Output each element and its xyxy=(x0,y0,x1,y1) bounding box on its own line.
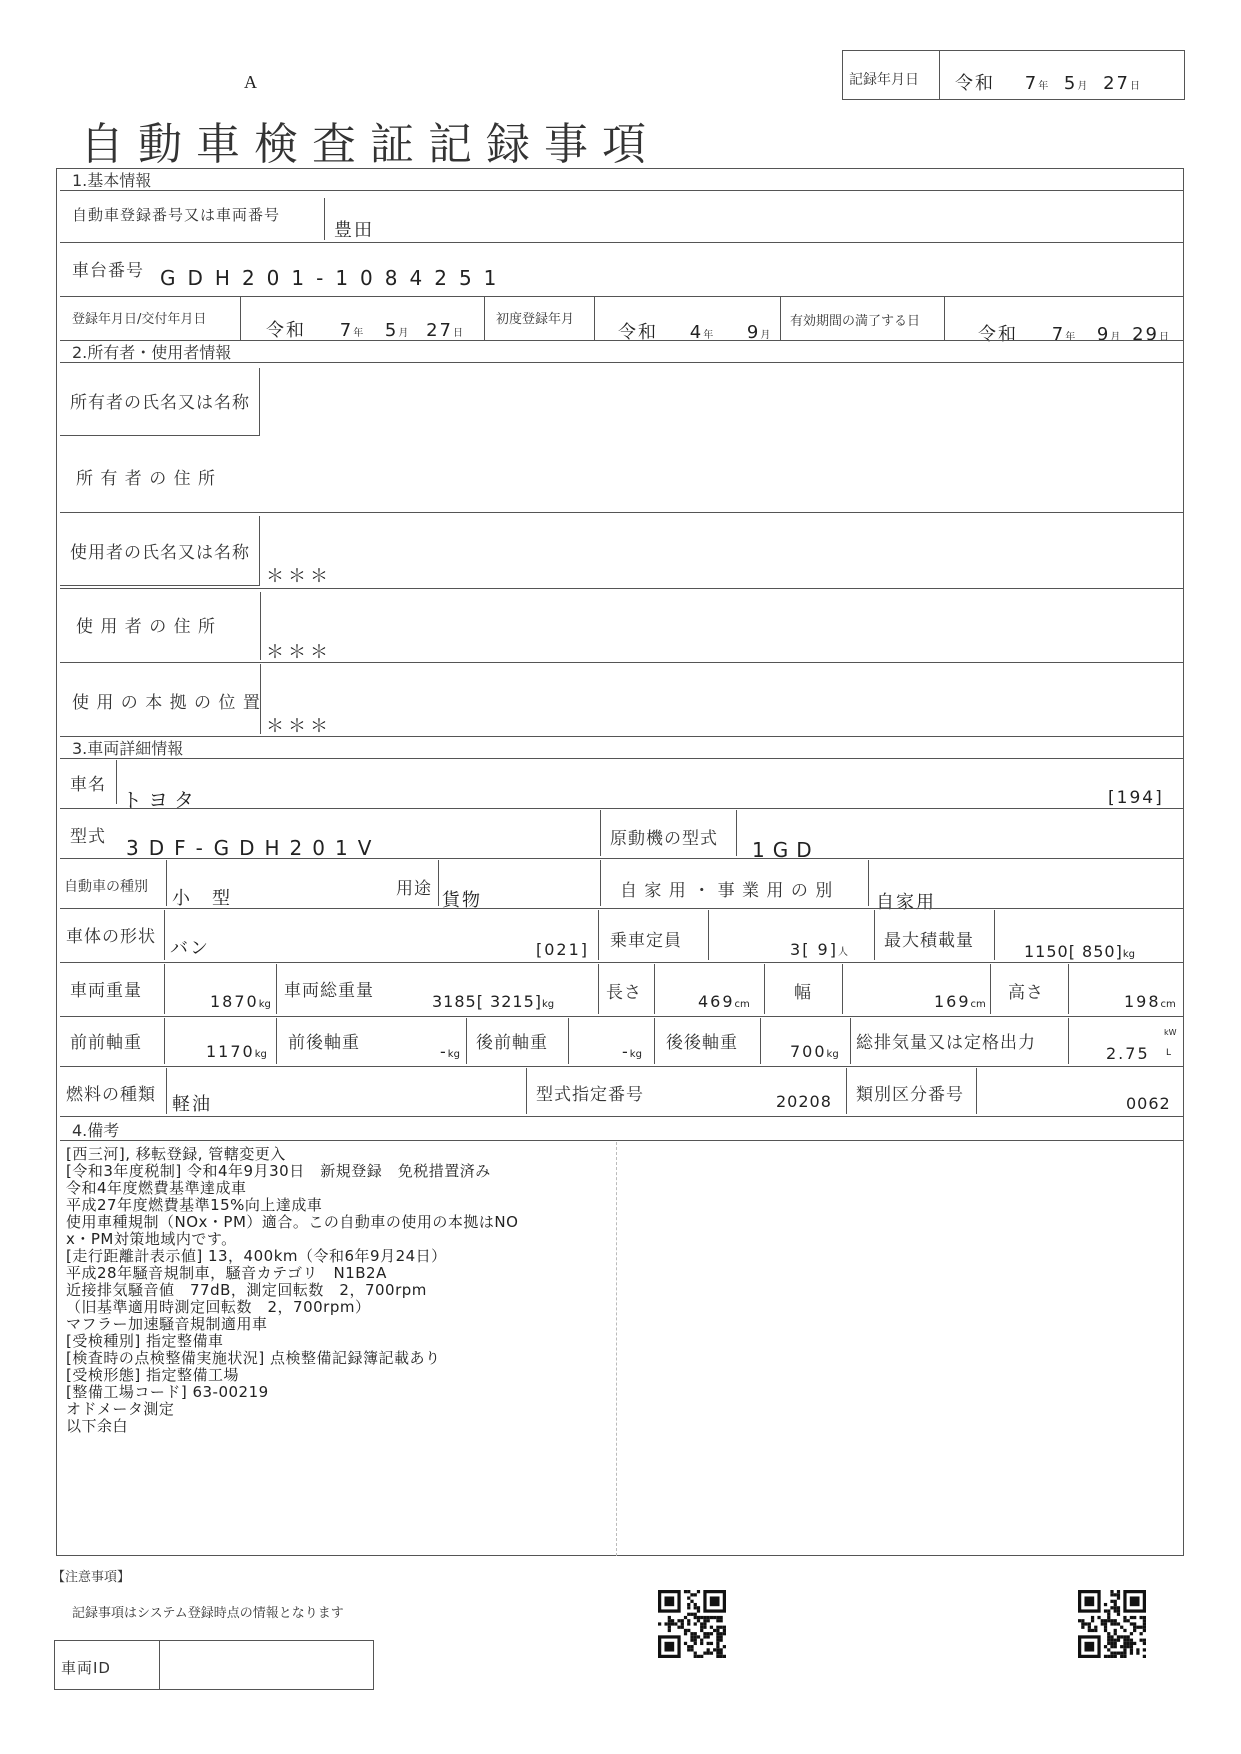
disp-unit-l: L xyxy=(1166,1048,1172,1058)
weight-value: 1870kg xyxy=(210,992,271,1011)
expiry-label: 有効期間の満了する日 xyxy=(790,314,921,329)
weight-label: 車両重量 xyxy=(70,981,142,1001)
remark-line: 使用車種規制（NOx・PM）適合。この自動車の使用の本拠はNO xyxy=(66,1213,519,1231)
length-value: 469cm xyxy=(698,992,750,1011)
remark-line: [検査時の点検整備実施状況] 点検整備記録簿記載あり xyxy=(66,1349,441,1367)
capacity-label: 乗車定員 xyxy=(610,931,682,951)
expiry-value: 令和 7年 9月 29日 xyxy=(978,324,1170,345)
type-desig-value: 20208 xyxy=(776,1092,832,1111)
vehicle-name-label: 車名 xyxy=(70,775,106,795)
first-reg-value: 令和 4年 9月 xyxy=(618,322,771,343)
remark-line: 以下余白 xyxy=(66,1417,129,1435)
remark-line: 平成27年度燃費基準15%向上達成車 xyxy=(66,1196,323,1214)
kind-value: 小 型 xyxy=(172,888,232,909)
engine-label: 原動機の型式 xyxy=(610,829,718,849)
page-title: 自動車検査証記録事項 xyxy=(80,119,660,170)
maxload-value: 1150[ 850]kg xyxy=(1024,942,1135,961)
owner-name-label: 所有者の氏名又は名称 xyxy=(70,393,250,413)
user-addr-value: ＊＊＊ xyxy=(266,642,332,663)
reg-date-value: 令和 7年 5月 27日 xyxy=(266,320,464,341)
notes-text: 記録事項はシステム登録時点の情報となります xyxy=(72,1606,344,1621)
owner-addr-label: 所 有 者 の 住 所 xyxy=(76,469,217,489)
vehicle-id-label: 車両ID xyxy=(61,1659,111,1677)
model-value: 3DF-GDH201V xyxy=(126,836,382,860)
rf-axle-value: -kg xyxy=(622,1042,642,1061)
remark-line: [走行距離計表示値] 13，400km（令和6年9月24日） xyxy=(66,1247,447,1265)
disp-value: 2.75 xyxy=(1106,1044,1150,1063)
rf-axle-label: 後前軸重 xyxy=(476,1033,548,1053)
section-basic-title: 1.基本情報 xyxy=(72,171,152,190)
user-name-label: 使用者の氏名又は名称 xyxy=(70,543,250,563)
fr-axle-value: -kg xyxy=(440,1042,460,1061)
section-owner-title: 2.所有者・使用者情報 xyxy=(72,343,232,362)
gross-value: 3185[ 3215]kg xyxy=(432,992,555,1011)
type-desig-label: 型式指定番号 xyxy=(536,1085,644,1105)
reg-no-label: 自動車登録番号又は車両番号 xyxy=(72,206,281,224)
base-value: ＊＊＊ xyxy=(266,716,332,737)
remark-line: 近接排気騒音値 77dB，測定回転数 2，700rpm xyxy=(66,1281,427,1299)
qr-code-1 xyxy=(658,1590,726,1658)
remark-line: 令和4年度燃費基準達成車 xyxy=(66,1179,247,1197)
first-reg-label: 初度登録年月 xyxy=(496,312,575,327)
reg-date-label: 登録年月日/交付年月日 xyxy=(72,312,207,327)
private-label: 自 家 用 ・ 事 業 用 の 別 xyxy=(620,881,834,901)
vehicle-name-value: トヨタ xyxy=(122,788,200,812)
fuel-value: 軽油 xyxy=(172,1094,212,1115)
reg-no-value: 豊田 xyxy=(334,220,374,241)
disp-label: 総排気量又は定格出力 xyxy=(856,1033,1036,1053)
length-label: 長さ xyxy=(606,983,642,1003)
remark-line: マフラー加速騒音規制適用車 xyxy=(66,1315,268,1333)
width-value: 169cm xyxy=(934,992,986,1011)
remark-line: x・PM対策地域内です。 xyxy=(66,1230,237,1248)
remark-line: オドメータ測定 xyxy=(66,1400,175,1418)
chassis-label: 車台番号 xyxy=(72,261,144,281)
user-addr-label: 使 用 者 の 住 所 xyxy=(76,617,217,637)
body-code: [021] xyxy=(536,940,590,959)
height-value: 198cm xyxy=(1124,992,1176,1011)
class-value: 0062 xyxy=(1126,1094,1171,1113)
vehicle-name-code: [194] xyxy=(1108,788,1164,808)
corner-letter: A xyxy=(244,72,257,92)
gross-label: 車両総重量 xyxy=(284,981,374,1001)
maxload-label: 最大積載量 xyxy=(884,931,974,951)
use-value: 貨物 xyxy=(442,890,482,911)
height-label: 高さ xyxy=(1008,983,1044,1003)
base-label: 使 用 の 本 拠 の 位 置 xyxy=(72,693,261,713)
class-label: 類別区分番号 xyxy=(856,1085,964,1105)
capacity-value: 3[ 9]人 xyxy=(790,940,848,959)
body-label: 車体の形状 xyxy=(66,927,156,947)
remark-line: [整備工場コード] 63-00219 xyxy=(66,1383,269,1401)
rr-axle-value: 700kg xyxy=(790,1042,839,1061)
width-label: 幅 xyxy=(794,983,812,1003)
fr-axle-label: 前後軸重 xyxy=(288,1033,360,1053)
remark-line: [西三河], 移転登録, 管轄変更入 xyxy=(66,1145,286,1163)
record-date-box xyxy=(842,50,1185,100)
kind-label: 自動車の種別 xyxy=(64,879,148,895)
remark-line: [令和3年度税制] 令和4年9月30日 新規登録 免税措置済み xyxy=(66,1162,491,1180)
remark-line: （旧基準適用時測定回転数 2，700rpm） xyxy=(66,1298,371,1316)
remark-line: 平成28年騒音規制車，騒音カテゴリ N1B2A xyxy=(66,1264,387,1282)
fuel-label: 燃料の種類 xyxy=(66,1085,156,1105)
ff-axle-label: 前前軸重 xyxy=(70,1033,142,1053)
record-date-value: 令和 7年 5月 27日 xyxy=(955,73,1141,94)
model-label: 型式 xyxy=(70,827,106,847)
qr-code-2 xyxy=(1078,1590,1146,1658)
body-value: バン xyxy=(170,938,210,959)
rr-axle-label: 後後軸重 xyxy=(666,1033,738,1053)
use-label: 用途 xyxy=(396,879,432,899)
private-value: 自家用 xyxy=(876,892,936,913)
vehicle-id-box xyxy=(54,1640,374,1690)
chassis-value: GDH201-1084251 xyxy=(160,266,509,290)
remarks-list xyxy=(66,1146,518,1435)
section-vehicle-title: 3.車両詳細情報 xyxy=(72,739,184,758)
section-remarks-title: 4.備考 xyxy=(72,1121,120,1140)
disp-unit-kw: kW xyxy=(1164,1028,1177,1037)
engine-value: 1GD xyxy=(752,838,820,862)
notes-title: 【注意事項】 xyxy=(52,1570,131,1585)
ff-axle-value: 1170kg xyxy=(206,1042,267,1061)
remark-line: [受検形態] 指定整備工場 xyxy=(66,1366,239,1384)
record-date-label: 記録年月日 xyxy=(849,72,919,88)
user-name-value: ＊＊＊ xyxy=(266,566,332,587)
remark-line: [受検種別] 指定整備車 xyxy=(66,1332,224,1350)
